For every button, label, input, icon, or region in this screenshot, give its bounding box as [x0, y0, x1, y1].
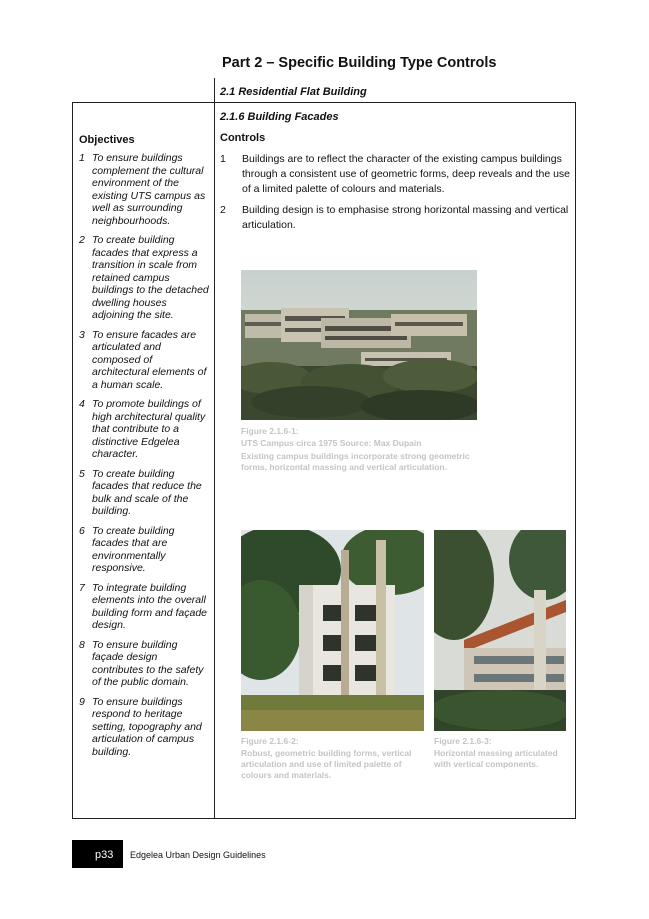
divider-line	[214, 78, 215, 103]
building-photo-horizontal	[434, 530, 566, 731]
control-number: 2	[220, 204, 226, 216]
column-divider	[214, 102, 215, 819]
objective-number: 9	[79, 695, 85, 708]
objective-text: To create building facades that reduce the bulk and scale of the building.	[92, 467, 202, 517]
figure-2-number: Figure 2.1.6-2:	[241, 736, 299, 746]
objective-item	[79, 582, 211, 632]
objective-text: To ensure buildings respond to heritage setting, topography and articulation of campus building.	[92, 695, 202, 758]
page-number: p33	[95, 849, 114, 861]
objective-number: 6	[79, 524, 85, 537]
subsection-title: 2.1.6 Building Facades	[220, 111, 339, 123]
objective-text: To create building facades that are environmentally responsive.	[92, 524, 175, 574]
objective-text: To ensure buildings complement the cultural environment of the existing UTS campus as well as surrounding neighbourhoods.	[92, 152, 206, 227]
figure-2-text: Robust, geometric building forms, vertical articulation and use of limited palette of colours and materials.	[241, 748, 412, 780]
objective-item	[79, 639, 211, 689]
objective-text: To create building facades that express a transition in scale from retained campus buildings to the detached dwelling houses adjoining the site.	[92, 234, 209, 321]
controls-heading: Controls	[220, 132, 266, 144]
objective-number: 4	[79, 398, 85, 410]
building-photo-geometric	[241, 530, 424, 731]
figure-2-caption	[241, 736, 421, 781]
objective-text: To promote buildings of high architectural quality that contribute to a distinctive Edgelea character.	[92, 398, 206, 460]
control-number: 1	[220, 153, 226, 165]
part-title: Part 2 – Specific Building Type Controls	[222, 55, 497, 71]
objective-text: To integrate building elements into the overall building form and façade design.	[92, 581, 207, 631]
objectives-heading: Objectives	[79, 134, 135, 146]
figure-1-description: Existing campus buildings incorporate strong geometric forms, horizontal massing and vertical articulation.	[241, 451, 470, 472]
objective-text: To ensure building façade design contributes to the safety of the public domain.	[92, 638, 204, 688]
figure-3-text: Horizontal massing articulated with vertical components.	[434, 748, 558, 769]
control-item	[220, 203, 572, 233]
objective-item	[79, 234, 211, 322]
objective-item	[79, 696, 211, 759]
figure-3-number: Figure 2.1.6-3:	[434, 736, 492, 746]
objective-number: 7	[79, 581, 85, 594]
control-text: Building design is to emphasise strong horizontal massing and vertical articulation.	[242, 204, 569, 231]
document-title: Edgelea Urban Design Guidelines	[130, 850, 266, 860]
control-item	[220, 152, 572, 197]
objective-item	[79, 468, 211, 518]
objective-number: 5	[79, 467, 85, 480]
objective-item	[79, 525, 211, 575]
campus-photo	[241, 270, 477, 420]
objective-item	[79, 329, 211, 392]
controls-list	[220, 152, 572, 239]
control-text: Buildings are to reflect the character of the existing campus buildings through a consistent use of geometric forms, deep reveals and the use of a limited palette of colours and materials.	[242, 153, 571, 195]
objective-number: 1	[79, 152, 85, 164]
objective-item	[79, 398, 211, 461]
figure-1-title: UTS Campus circa 1975 Source: Max Dupain	[241, 438, 422, 448]
objective-number: 2	[79, 234, 85, 246]
figure-1-number: Figure 2.1.6-1:	[241, 426, 299, 436]
objective-number: 3	[79, 328, 85, 341]
objective-number: 8	[79, 638, 85, 651]
figure-3-caption	[434, 736, 566, 770]
objectives-list	[79, 152, 211, 765]
objective-item	[79, 152, 211, 227]
objective-text: To ensure facades are articulated and composed of architectural elements of a human scale.	[92, 328, 207, 391]
figure-1-caption	[241, 426, 477, 473]
section-title: 2.1 Residential Flat Building	[220, 86, 367, 98]
